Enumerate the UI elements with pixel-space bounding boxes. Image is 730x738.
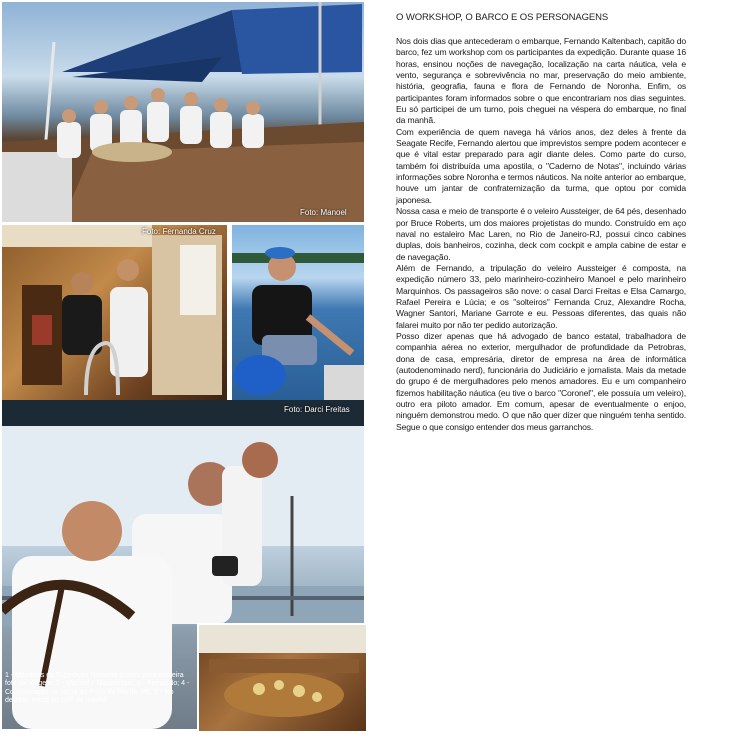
photo-crew-on-deck (2, 2, 364, 222)
article-paragraph: Nos dois dias que antecederam o embarque, Fernando Kaltenbach, capitão do barco, fez um workshop com os participantes da expedição. Durante quase 16 horas, ensinou noções de navegação, localização na carta náutica, vela e vento, segurança e sobrevivência no mar, preservação do meio ambiente, história, geografia, fauna e flora de Fernando de Noronha. Enfim, os participantes foram informados sobre o que encontrariam nos dias seguintes. Eu só participei de um turno, pois cheguei na véspera do embarque, no final da manhã. (396, 36, 686, 126)
photo-credit-darci: Foto: Darci Freitas (284, 405, 350, 414)
article-paragraph: Com experiência de quem navega há vários anos, dez deles à frente da Seagate Recife, Fernando alertou que imprevistos sempre podem acontecer e que é vital estar preparado para agir diante deles. Como parte do curso, também foi distribuída uma apostila, o "Caderno de Notas", incluindo várias informações sobre Noronha e termos náuticos. Na noite anterior ao embarque, houve um jantar de confraternização da turma, que optou por comida japonesa. (396, 126, 686, 205)
article-heading: O WORKSHOP, O BARCO E OS PERSONAGENS (396, 12, 609, 23)
boat-illustration (2, 2, 364, 222)
article-paragraph: Além de Fernando, a tripulação do veleiro Aussteiger é composta, na expedição número 33, pelo marinheiro-cozinheiro Manoel e pelo marinheiro Marquinhos. Os passageiros são nove: o casal Darci Freitas e Elsa Camargo, Rafael Pereira e Lúcia; e os "solteiros" Fernanda Cruz, Alexandre Rocha, Wagner Santori, Mariane Garrote e eu. Pessoas diferentes, das quais não falarei muito por não ter pedido autorização. (396, 262, 686, 330)
man-illustration (232, 225, 364, 400)
photo-galley (2, 225, 227, 400)
photo-man-blue-cap (232, 225, 364, 400)
photo-credit-manoel: Foto: Manoel (300, 208, 347, 217)
photo-strip (2, 400, 364, 426)
galley-illustration (2, 225, 227, 400)
photo-caption: 1 - Membros da Expedição Noronha posam para primeira foto da Viagem; 2 - Manoel e Marquinhos; 3 - Fernando; 4 - Concentração na saída do Porto de Recife, PE; 5 - No detalhe, mesa do café da manhã (5, 672, 190, 705)
article-paragraph: Posso dizer apenas que há advogado de banco estatal, trabalhadora de companhia aérea no exterior, mergulhador de profundidade da Petrobras, dona de casa, empresária, diretor de empresa na área de informática (autodenominado nerd), funcionária do Judiciário e jornalista. Mais da metade do grupo é de mergulhadores pelo menos amadores. Eu e um companheiro fizemos habilitação náutica (eu tive o barco "Coronel", ele possuía um veleiro), outro era piloto amador. Em comum, apesar de eventualmente o enjoo, ninguém demonstrou medo. O que não quer dizer que ninguém tenha sentido. Segue o que consigo entender dos meus garranchos. (396, 330, 686, 432)
article-body (396, 6, 686, 433)
article-paragraph: Nossa casa e meio de transporte é o veleiro Aussteiger, de 64 pés, desenhado por Bruce Roberts, um dos maiores projetistas do mundo. Construído em aço naval no estaleiro Mac Laren, no Rio de Janeiro-RJ, possui cinco cabines duplas, dois banheiros, cozinha, deck com cockpit e ampla cabine de estar e de navegação. (396, 206, 686, 262)
photo-breakfast-table (197, 623, 366, 731)
photo-credit-fernanda: Foto: Fernanda Cruz (142, 227, 216, 236)
salon-illustration (199, 625, 366, 731)
